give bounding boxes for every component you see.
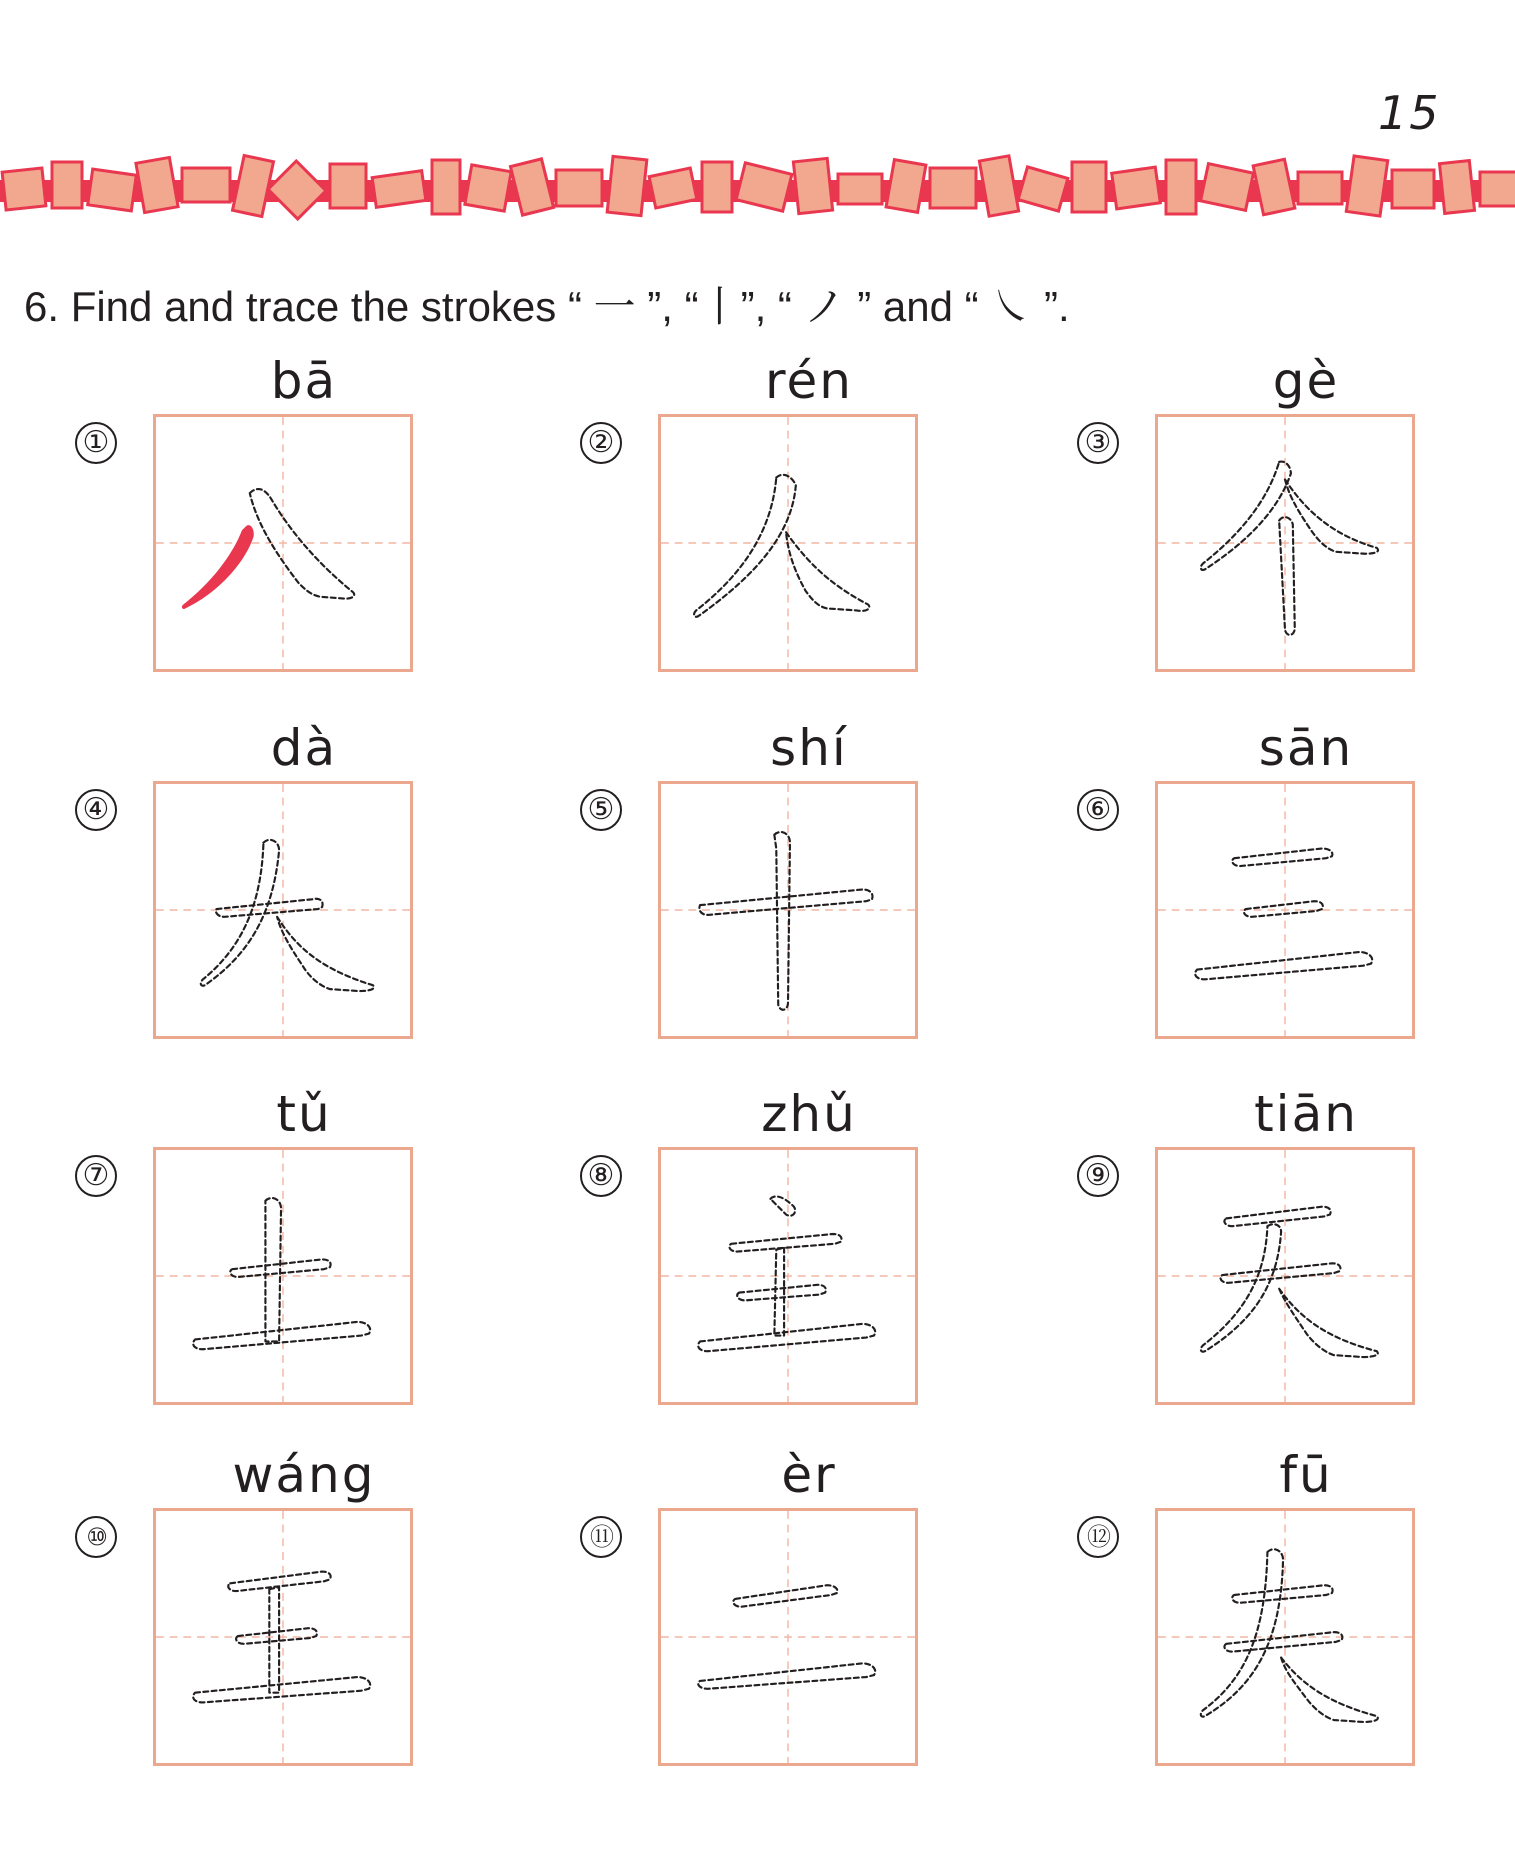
item-number: ③ bbox=[1077, 422, 1119, 464]
character-san-strokes bbox=[1158, 784, 1412, 1036]
tracing-box-ba[interactable] bbox=[153, 414, 413, 672]
character-shi-strokes bbox=[661, 784, 915, 1036]
pinyin-label: bā bbox=[270, 352, 338, 410]
tracing-box-ge[interactable] bbox=[1155, 414, 1415, 672]
tracing-item bbox=[580, 1446, 940, 1806]
tracing-item bbox=[1077, 1085, 1437, 1445]
item-number: ④ bbox=[75, 789, 117, 831]
pinyin-label: shí bbox=[770, 719, 848, 777]
item-number: ⑤ bbox=[580, 789, 622, 831]
character-ren-strokes bbox=[661, 417, 915, 669]
character-ba-strokes bbox=[156, 417, 410, 669]
tracing-box-san[interactable] bbox=[1155, 781, 1415, 1039]
character-tu-strokes bbox=[156, 1150, 410, 1402]
pinyin-label: èr bbox=[781, 1446, 837, 1504]
tracing-item bbox=[580, 1085, 940, 1445]
character-zhu-strokes bbox=[661, 1150, 915, 1402]
character-da-strokes bbox=[156, 784, 410, 1036]
tracing-box-da[interactable] bbox=[153, 781, 413, 1039]
tracing-box-wang[interactable] bbox=[153, 1508, 413, 1766]
pinyin-label: zhǔ bbox=[761, 1085, 857, 1143]
pinyin-label: dà bbox=[270, 719, 338, 777]
character-er-strokes bbox=[661, 1511, 915, 1763]
pinyin-label: rén bbox=[765, 352, 853, 410]
tracing-box-shi[interactable] bbox=[658, 781, 918, 1039]
item-number: ⑫ bbox=[1077, 1516, 1119, 1558]
tracing-box-tian[interactable] bbox=[1155, 1147, 1415, 1405]
pinyin-label: wáng bbox=[232, 1446, 376, 1504]
tracing-item bbox=[1077, 1446, 1437, 1806]
page-number: 15 bbox=[1378, 86, 1441, 140]
tracing-item bbox=[75, 1446, 435, 1806]
pinyin-label: fū bbox=[1279, 1446, 1333, 1504]
item-number: ⑪ bbox=[580, 1516, 622, 1558]
item-number: ⑥ bbox=[1077, 789, 1119, 831]
tracing-item bbox=[1077, 352, 1437, 712]
pinyin-label: sān bbox=[1258, 719, 1354, 777]
tracing-item bbox=[75, 719, 435, 1079]
item-number: ⑦ bbox=[75, 1155, 117, 1197]
tracing-item bbox=[75, 1085, 435, 1445]
pinyin-label: tǔ bbox=[276, 1085, 332, 1143]
tracing-item bbox=[580, 719, 940, 1079]
exercise-instruction: 6. Find and trace the strokes “ 一 ”, “丨”, “ ノ ” and “ ㇏ ”. bbox=[24, 283, 1070, 330]
tracing-box-fu[interactable] bbox=[1155, 1508, 1415, 1766]
tracing-box-zhu[interactable] bbox=[658, 1147, 918, 1405]
tracing-item bbox=[75, 352, 435, 712]
character-wang-strokes bbox=[156, 1511, 410, 1763]
item-number: ② bbox=[580, 422, 622, 464]
character-tian-strokes bbox=[1158, 1150, 1412, 1402]
tracing-box-ren[interactable] bbox=[658, 414, 918, 672]
item-number: ⑩ bbox=[75, 1516, 117, 1558]
pinyin-label: tiān bbox=[1254, 1085, 1358, 1143]
item-number: ⑨ bbox=[1077, 1155, 1119, 1197]
character-fu-strokes bbox=[1158, 1511, 1412, 1763]
tracing-box-tu[interactable] bbox=[153, 1147, 413, 1405]
item-number: ⑧ bbox=[580, 1155, 622, 1197]
tracing-item bbox=[1077, 719, 1437, 1079]
item-number: ① bbox=[75, 422, 117, 464]
tracing-box-er[interactable] bbox=[658, 1508, 918, 1766]
tracing-item bbox=[580, 352, 940, 712]
character-ge-strokes bbox=[1158, 417, 1412, 669]
pinyin-label: gè bbox=[1272, 352, 1340, 410]
